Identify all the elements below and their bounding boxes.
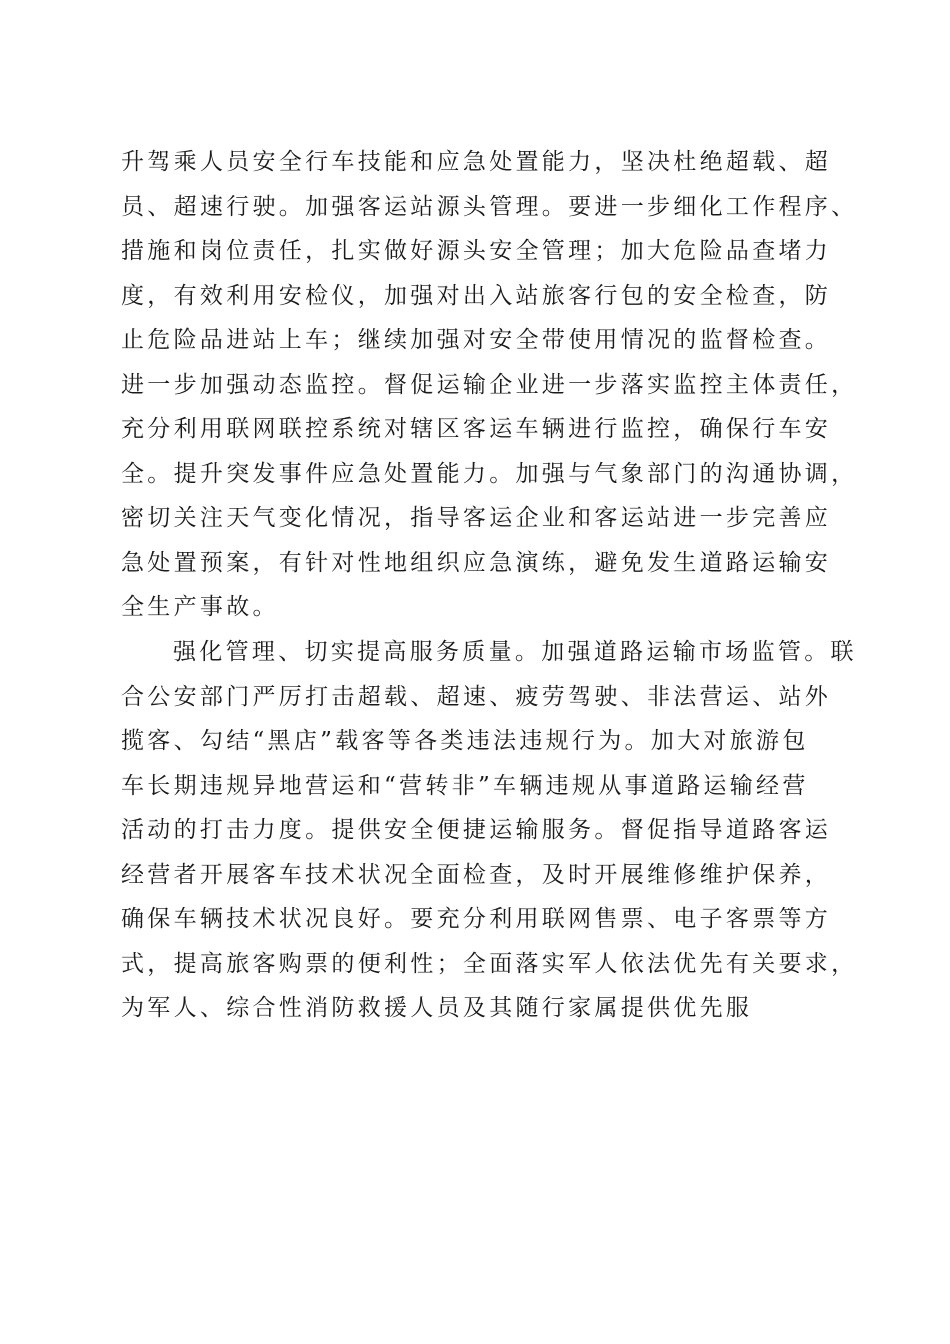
paragraph-line: 经营者开展客车技术状况全面检查，及时开展维修维护保养， xyxy=(121,861,832,888)
paragraph-line: 急处置预案，有针对性地组织应急演练，避免发生道路运输安 xyxy=(121,549,832,576)
paragraph-line: 充分利用联网联控系统对辖区客运车辆进行监控，确保行车安 xyxy=(121,416,832,442)
paragraph-line: 员、超速行驶。加强客运站源头管理。要进一步细化工作程序、 xyxy=(121,193,858,220)
paragraph-line: 揽客、勾结“黑店”载客等各类违法违规行为。加大对旅游包 xyxy=(121,728,809,754)
paragraph-line: 措施和岗位责任，扎实做好源头安全管理；加大危险品查堵力 xyxy=(121,238,832,264)
paragraph-service-quality xyxy=(121,630,858,1031)
paragraph-safety-management xyxy=(121,140,858,630)
paragraph-line: 合公安部门严厉打击超载、超速、疲劳驾驶、非法营运、站外 xyxy=(121,683,832,710)
paragraph-line: 为军人、综合性消防救援人员及其随行家属提供优先服 xyxy=(121,995,753,1021)
paragraph-line-first: 强化管理、切实提高服务质量。加强道路运输市场监管。联 xyxy=(173,639,857,665)
paragraph-line: 确保车辆技术状况良好。要充分利用联网售票、电子客票等方 xyxy=(121,906,832,932)
paragraph-line: 活动的打击力度。提供安全便捷运输服务。督促指导道路客运 xyxy=(121,817,832,843)
paragraph-line: 密切关注天气变化情况，指导客运企业和客运站进一步完善应 xyxy=(121,505,832,531)
paragraph-line: 全。提升突发事件应急处置能力。加强与气象部门的沟通协调， xyxy=(121,460,858,487)
paragraph-line: 止危险品进站上车；继续加强对安全带使用情况的监督检查。 xyxy=(121,327,832,353)
paragraph-line: 全生产事故。 xyxy=(121,594,279,620)
paragraph-line: 度，有效利用安检仪，加强对出入站旅客行包的安全检查，防 xyxy=(121,282,832,309)
paragraph-line: 车长期违规异地营运和“营转非”车辆违规从事道路运输经营 xyxy=(121,772,809,799)
paragraph-line: 进一步加强动态监控。督促运输企业进一步落实监控主体责任， xyxy=(121,371,858,398)
paragraph-line: 式，提高旅客购票的便利性；全面落实军人依法优先有关要求， xyxy=(121,950,858,977)
paragraph-line: 升驾乘人员安全行车技能和应急处置能力，坚决杜绝超载、超 xyxy=(121,149,832,175)
